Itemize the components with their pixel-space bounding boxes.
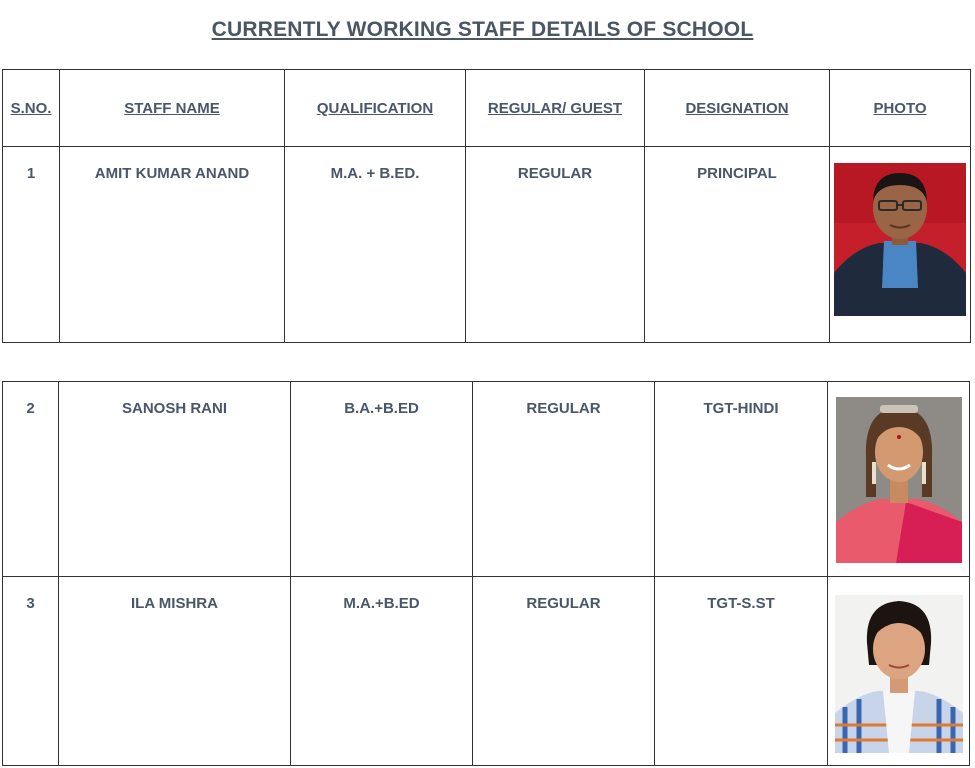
header-row <box>3 70 971 147</box>
cell-designation: PRINCIPAL <box>645 147 830 343</box>
table-row <box>3 147 971 343</box>
cell-photo <box>828 577 970 766</box>
cell-photo <box>830 147 971 343</box>
cell-photo <box>828 382 970 577</box>
header-sno: S.NO. <box>3 70 60 147</box>
cell-type: REGULAR <box>473 577 655 766</box>
header-qualification: QUALIFICATION <box>285 70 466 147</box>
table-row <box>3 577 970 766</box>
table-row <box>3 382 970 577</box>
cell-staff-name: SANOSH RANI <box>59 382 291 577</box>
staff-table-1 <box>2 69 971 343</box>
header-designation: DESIGNATION <box>645 70 830 147</box>
staff-photo <box>835 595 963 753</box>
cell-designation: TGT-HINDI <box>655 382 828 577</box>
page-title: CURRENTLY WORKING STAFF DETAILS OF SCHOOL <box>211 18 754 41</box>
cell-qualification: B.A.+B.ED <box>291 382 473 577</box>
header-photo: PHOTO <box>830 70 971 147</box>
cell-staff-name: AMIT KUMAR ANAND <box>60 147 285 343</box>
staff-photo <box>836 397 962 563</box>
cell-qualification: M.A. + B.ED. <box>285 147 466 343</box>
cell-type: REGULAR <box>466 147 645 343</box>
staff-photo <box>834 163 966 316</box>
cell-qualification: M.A.+B.ED <box>291 577 473 766</box>
cell-staff-name: ILA MISHRA <box>59 577 291 766</box>
cell-designation: TGT-S.ST <box>655 577 828 766</box>
cell-sno: 2 <box>3 382 59 577</box>
header-staff-name: STAFF NAME <box>60 70 285 147</box>
cell-sno: 3 <box>3 577 59 766</box>
cell-type: REGULAR <box>473 382 655 577</box>
header-regular-guest: REGULAR/ GUEST <box>466 70 645 147</box>
cell-sno: 1 <box>3 147 60 343</box>
staff-table-2 <box>2 381 970 766</box>
